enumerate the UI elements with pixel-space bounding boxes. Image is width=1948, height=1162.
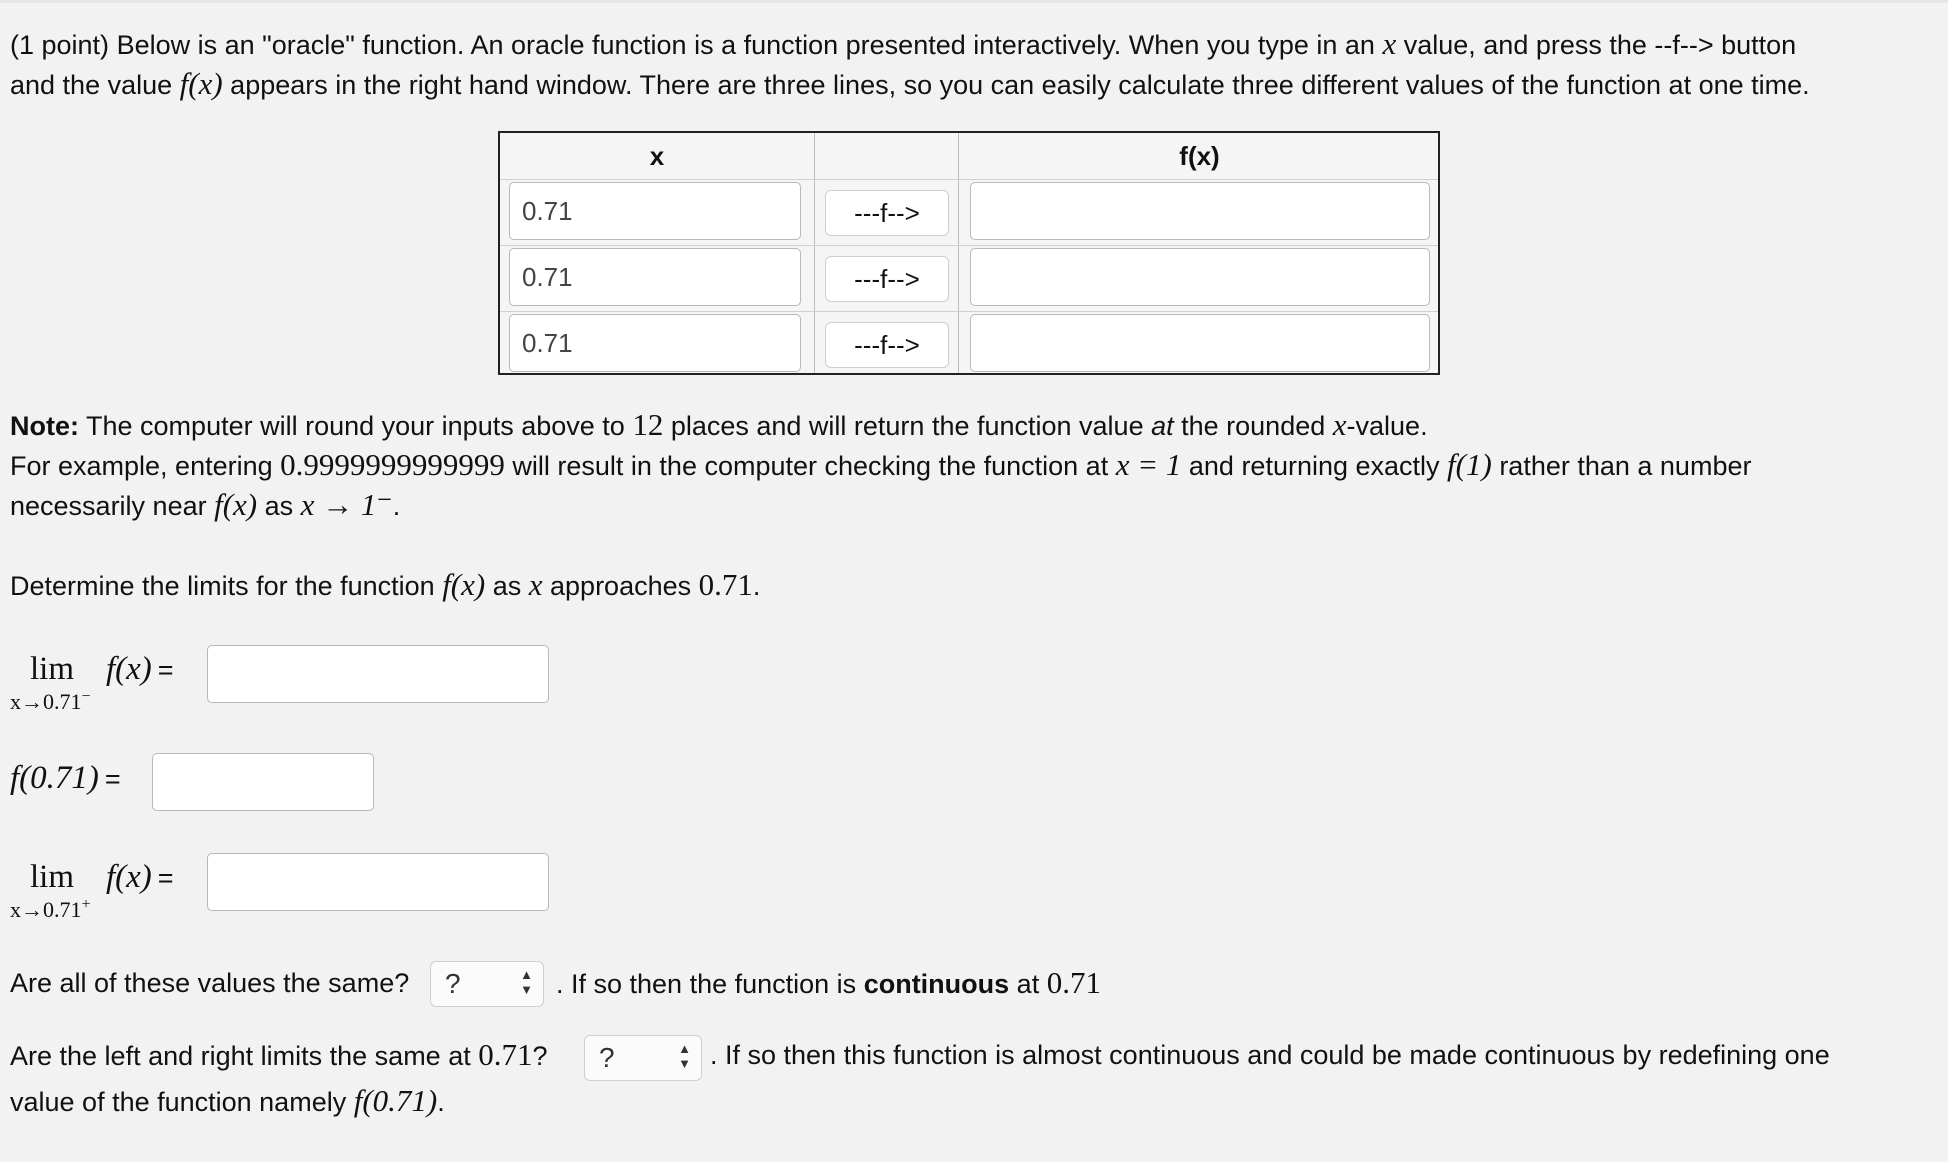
intro-line-2: and the value f(x) appears in the right hand window. There are three lines, so you can easily calculate three different values of the function at one time.: [10, 66, 1810, 101]
right-limit-input[interactable]: [207, 853, 549, 911]
x-input-2[interactable]: [509, 248, 801, 306]
fx-output-2[interactable]: [970, 248, 1430, 306]
header-x: x: [649, 141, 665, 171]
left-limit-input[interactable]: [207, 645, 549, 703]
limits-same-select[interactable]: ? ▲ ▼: [584, 1035, 702, 1081]
right-limit-label: f(x) =: [106, 859, 174, 895]
question-limits-same: Are the left and right limits the same at 0.71?: [10, 1037, 548, 1072]
left-limit-subscript: x→0.71−: [10, 688, 91, 714]
x-input-1[interactable]: [509, 182, 801, 240]
f-value-input[interactable]: [152, 753, 374, 811]
almost-continuous-line-2: value of the function namely f(0.71).: [10, 1083, 445, 1118]
determine-text: Determine the limits for the function f(x) as x approaches 0.71.: [10, 567, 761, 602]
top-divider: [0, 0, 1948, 3]
row-divider: [500, 245, 1438, 246]
right-limit-subscript: x→0.71+: [10, 896, 91, 922]
left-limit-lim: lim: [30, 651, 75, 687]
header-fx: f(x): [1179, 141, 1220, 171]
oracle-table: [498, 131, 1440, 375]
select-arrows-icon: ▲ ▼: [678, 1041, 691, 1071]
same-values-select[interactable]: ? ▲ ▼: [430, 961, 544, 1007]
question-same-values: Are all of these values the same?: [10, 968, 410, 998]
continuous-statement: . If so then the function is continuous at 0.71: [556, 965, 1101, 1000]
evaluate-button-1[interactable]: ---f-->: [825, 190, 949, 236]
fx-output-1[interactable]: [970, 182, 1430, 240]
note-line-2: For example, entering 0.9999999999999 will result in the computer checking the function at x = 1 and returning exactly f(1) rather than a number: [10, 447, 1752, 482]
row-divider: [500, 311, 1438, 312]
note-line-3: necessarily near f(x) as x → 1⁻.: [10, 487, 401, 522]
fx-output-3[interactable]: [970, 314, 1430, 372]
col-divider: [814, 133, 815, 373]
left-limit-label: f(x) =: [106, 651, 174, 687]
select-arrows-icon: ▲ ▼: [520, 967, 533, 997]
evaluate-button-3[interactable]: ---f-->: [825, 322, 949, 368]
right-limit-lim: lim: [30, 859, 75, 895]
note-line-1: Note: The computer will round your inputs above to 12 places and will return the function value at the rounded x-value.: [10, 407, 1428, 442]
almost-continuous-statement: . If so then this function is almost continuous and could be made continuous by redefining one: [710, 1040, 1830, 1070]
intro-line-1: (1 point) Below is an "oracle" function. An oracle function is a function presented interactively. When you type in an x value, and press the --f--> button: [10, 26, 1797, 61]
f-value-label: f(0.71) =: [10, 760, 121, 796]
x-input-3[interactable]: [509, 314, 801, 372]
evaluate-button-2[interactable]: ---f-->: [825, 256, 949, 302]
header-divider: [500, 179, 1438, 180]
